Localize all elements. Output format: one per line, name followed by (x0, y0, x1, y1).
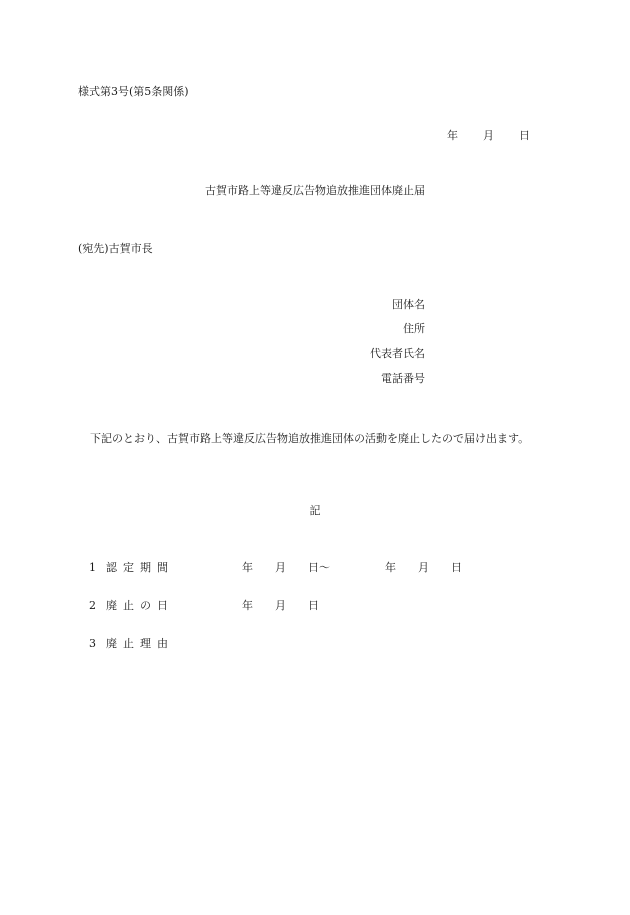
item-number: 1 (89, 561, 96, 574)
addressee: (宛先)古賀市長 (78, 242, 153, 255)
document-title: 古賀市路上等違反広告物追放推進団体廃止届 (205, 184, 425, 197)
body-text: 下記のとおり、古賀市路上等違反広告物追放推進団体の活動を廃止したので届け出ます。 (90, 432, 530, 445)
phone-label: 電話番号 (381, 372, 425, 385)
date-year: 年 (447, 129, 458, 142)
date-month: 月 (483, 129, 494, 142)
item-label: 廃止の日 (106, 599, 174, 612)
item-label: 認定期間 (106, 561, 174, 574)
group-name-label: 団体名 (392, 298, 425, 311)
date-line (447, 130, 530, 141)
item-label: 廃止理由 (106, 637, 174, 650)
item-value: 年 月 日 (242, 599, 319, 612)
representative-label: 代表者氏名 (370, 347, 425, 360)
form-number: 様式第3号(第5条関係) (78, 85, 189, 98)
address-label: 住所 (403, 322, 425, 335)
item-value-end: 年 月 日 (385, 561, 462, 574)
item-number: 2 (89, 599, 96, 612)
date-day: 日 (519, 129, 530, 142)
item-number: 3 (89, 637, 96, 650)
item-value-start: 年 月 日〜 (242, 561, 330, 574)
ki-heading: 記 (309, 504, 321, 517)
